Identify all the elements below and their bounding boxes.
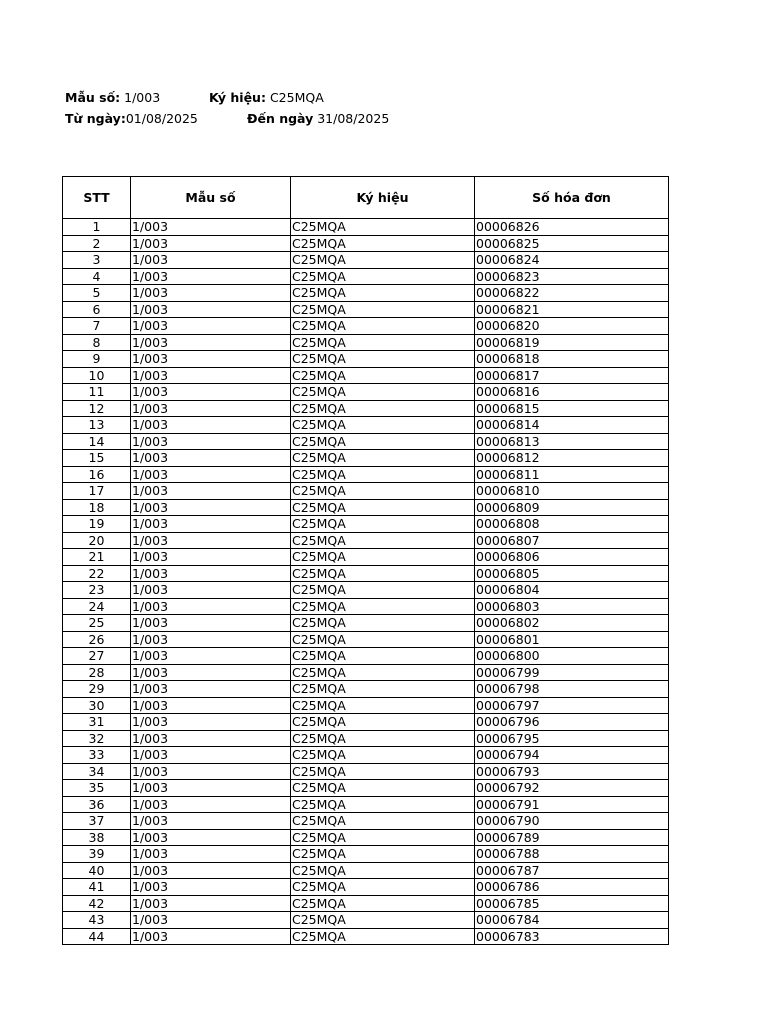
row-mau-so: 1/003 (131, 582, 291, 599)
row-stt: 3 (63, 252, 131, 269)
row-mau-so: 1/003 (131, 235, 291, 252)
row-so-hoa-don: 00006817 (475, 367, 669, 384)
row-stt: 4 (63, 268, 131, 285)
row-mau-so: 1/003 (131, 301, 291, 318)
row-ky-hieu: C25MQA (291, 367, 475, 384)
row-ky-hieu: C25MQA (291, 400, 475, 417)
row-mau-so: 1/003 (131, 433, 291, 450)
row-ky-hieu: C25MQA (291, 384, 475, 401)
table-row (63, 862, 669, 879)
row-mau-so: 1/003 (131, 846, 291, 863)
tu-ngay-field (65, 111, 198, 126)
row-ky-hieu: C25MQA (291, 582, 475, 599)
table-row (63, 384, 669, 401)
tu-ngay-value: 01/08/2025 (125, 111, 198, 126)
row-so-hoa-don: 00006799 (475, 664, 669, 681)
row-mau-so: 1/003 (131, 252, 291, 269)
den-ngay-label: Đến ngày (247, 111, 314, 126)
ky-hieu-value: C25MQA (269, 90, 324, 105)
mau-so-field (65, 90, 160, 105)
row-mau-so: 1/003 (131, 219, 291, 236)
row-mau-so: 1/003 (131, 879, 291, 896)
row-stt: 37 (63, 813, 131, 830)
row-mau-so: 1/003 (131, 928, 291, 945)
den-ngay-value: 31/08/2025 (317, 111, 390, 126)
table-row (63, 466, 669, 483)
row-so-hoa-don: 00006791 (475, 796, 669, 813)
row-ky-hieu: C25MQA (291, 879, 475, 896)
table-row (63, 829, 669, 846)
row-mau-so: 1/003 (131, 895, 291, 912)
row-mau-so: 1/003 (131, 631, 291, 648)
row-ky-hieu: C25MQA (291, 796, 475, 813)
row-so-hoa-don: 00006819 (475, 334, 669, 351)
row-stt: 41 (63, 879, 131, 896)
row-so-hoa-don: 00006805 (475, 565, 669, 582)
row-ky-hieu: C25MQA (291, 829, 475, 846)
row-so-hoa-don: 00006809 (475, 499, 669, 516)
row-stt: 7 (63, 318, 131, 335)
table-row (63, 846, 669, 863)
table-header-row (63, 177, 669, 219)
row-so-hoa-don: 00006826 (475, 219, 669, 236)
table-row (63, 664, 669, 681)
table-row (63, 450, 669, 467)
row-so-hoa-don: 00006785 (475, 895, 669, 912)
row-ky-hieu: C25MQA (291, 747, 475, 764)
row-mau-so: 1/003 (131, 681, 291, 698)
row-so-hoa-don: 00006803 (475, 598, 669, 615)
row-so-hoa-don: 00006797 (475, 697, 669, 714)
row-ky-hieu: C25MQA (291, 252, 475, 269)
row-ky-hieu: C25MQA (291, 780, 475, 797)
row-ky-hieu: C25MQA (291, 417, 475, 434)
row-mau-so: 1/003 (131, 813, 291, 830)
row-mau-so: 1/003 (131, 796, 291, 813)
row-so-hoa-don: 00006822 (475, 285, 669, 302)
ky-hieu-label: Ký hiệu: (209, 90, 266, 105)
table-body (63, 219, 669, 945)
row-ky-hieu: C25MQA (291, 862, 475, 879)
row-mau-so: 1/003 (131, 664, 291, 681)
row-mau-so: 1/003 (131, 780, 291, 797)
row-ky-hieu: C25MQA (291, 846, 475, 863)
row-mau-so: 1/003 (131, 862, 291, 879)
row-ky-hieu: C25MQA (291, 598, 475, 615)
row-stt: 9 (63, 351, 131, 368)
row-mau-so: 1/003 (131, 351, 291, 368)
row-so-hoa-don: 00006792 (475, 780, 669, 797)
row-ky-hieu: C25MQA (291, 285, 475, 302)
row-mau-so: 1/003 (131, 532, 291, 549)
row-so-hoa-don: 00006824 (475, 252, 669, 269)
row-so-hoa-don: 00006810 (475, 483, 669, 500)
table-row (63, 334, 669, 351)
table-row (63, 912, 669, 929)
row-ky-hieu: C25MQA (291, 235, 475, 252)
row-stt: 40 (63, 862, 131, 879)
row-ky-hieu: C25MQA (291, 466, 475, 483)
row-ky-hieu: C25MQA (291, 813, 475, 830)
row-ky-hieu: C25MQA (291, 433, 475, 450)
table-row (63, 648, 669, 665)
row-stt: 5 (63, 285, 131, 302)
row-stt: 35 (63, 780, 131, 797)
row-stt: 17 (63, 483, 131, 500)
row-mau-so: 1/003 (131, 400, 291, 417)
row-mau-so: 1/003 (131, 912, 291, 929)
row-ky-hieu: C25MQA (291, 648, 475, 665)
table-row (63, 400, 669, 417)
row-stt: 27 (63, 648, 131, 665)
table-row (63, 796, 669, 813)
row-so-hoa-don: 00006813 (475, 433, 669, 450)
row-stt: 11 (63, 384, 131, 401)
table-row (63, 697, 669, 714)
row-so-hoa-don: 00006820 (475, 318, 669, 335)
row-ky-hieu: C25MQA (291, 268, 475, 285)
row-ky-hieu: C25MQA (291, 318, 475, 335)
row-mau-so: 1/003 (131, 549, 291, 566)
table-row (63, 235, 669, 252)
row-stt: 44 (63, 928, 131, 945)
row-ky-hieu: C25MQA (291, 450, 475, 467)
row-so-hoa-don: 00006802 (475, 615, 669, 632)
row-so-hoa-don: 00006787 (475, 862, 669, 879)
row-ky-hieu: C25MQA (291, 730, 475, 747)
row-ky-hieu: C25MQA (291, 714, 475, 731)
row-mau-so: 1/003 (131, 516, 291, 533)
row-mau-so: 1/003 (131, 417, 291, 434)
mau-so-value: 1/003 (124, 90, 161, 105)
row-stt: 23 (63, 582, 131, 599)
table-row (63, 483, 669, 500)
column-header-stt: STT (63, 177, 131, 219)
row-ky-hieu: C25MQA (291, 928, 475, 945)
row-mau-so: 1/003 (131, 483, 291, 500)
row-so-hoa-don: 00006825 (475, 235, 669, 252)
row-so-hoa-don: 00006796 (475, 714, 669, 731)
row-stt: 10 (63, 367, 131, 384)
row-so-hoa-don: 00006811 (475, 466, 669, 483)
table-row (63, 318, 669, 335)
row-mau-so: 1/003 (131, 499, 291, 516)
row-stt: 32 (63, 730, 131, 747)
row-stt: 31 (63, 714, 131, 731)
row-stt: 29 (63, 681, 131, 698)
row-mau-so: 1/003 (131, 565, 291, 582)
row-mau-so: 1/003 (131, 697, 291, 714)
row-mau-so: 1/003 (131, 334, 291, 351)
ky-hieu-field (209, 90, 324, 105)
row-so-hoa-don: 00006818 (475, 351, 669, 368)
row-stt: 1 (63, 219, 131, 236)
row-ky-hieu: C25MQA (291, 483, 475, 500)
row-so-hoa-don: 00006821 (475, 301, 669, 318)
row-so-hoa-don: 00006806 (475, 549, 669, 566)
row-mau-so: 1/003 (131, 615, 291, 632)
invoice-table (62, 176, 669, 945)
row-stt: 36 (63, 796, 131, 813)
row-stt: 20 (63, 532, 131, 549)
row-stt: 26 (63, 631, 131, 648)
row-mau-so: 1/003 (131, 384, 291, 401)
row-stt: 25 (63, 615, 131, 632)
row-mau-so: 1/003 (131, 763, 291, 780)
row-so-hoa-don: 00006823 (475, 268, 669, 285)
row-so-hoa-don: 00006801 (475, 631, 669, 648)
table-row (63, 730, 669, 747)
row-so-hoa-don: 00006789 (475, 829, 669, 846)
table-row (63, 582, 669, 599)
row-mau-so: 1/003 (131, 318, 291, 335)
table-row (63, 598, 669, 615)
row-so-hoa-don: 00006783 (475, 928, 669, 945)
row-ky-hieu: C25MQA (291, 351, 475, 368)
row-ky-hieu: C25MQA (291, 615, 475, 632)
den-ngay-field (247, 111, 389, 126)
row-so-hoa-don: 00006807 (475, 532, 669, 549)
row-stt: 24 (63, 598, 131, 615)
mau-so-label: Mẫu số: (65, 90, 121, 105)
row-ky-hieu: C25MQA (291, 516, 475, 533)
row-so-hoa-don: 00006793 (475, 763, 669, 780)
row-so-hoa-don: 00006812 (475, 450, 669, 467)
row-so-hoa-don: 00006816 (475, 384, 669, 401)
table-row (63, 813, 669, 830)
table-row (63, 252, 669, 269)
table-row (63, 499, 669, 516)
row-stt: 15 (63, 450, 131, 467)
row-mau-so: 1/003 (131, 598, 291, 615)
table-row (63, 351, 669, 368)
row-ky-hieu: C25MQA (291, 664, 475, 681)
row-stt: 33 (63, 747, 131, 764)
row-ky-hieu: C25MQA (291, 532, 475, 549)
row-stt: 6 (63, 301, 131, 318)
row-ky-hieu: C25MQA (291, 334, 475, 351)
table-row (63, 301, 669, 318)
tu-ngay-label: Từ ngày: (65, 111, 126, 126)
table-row (63, 516, 669, 533)
table-row (63, 565, 669, 582)
table-row (63, 631, 669, 648)
row-so-hoa-don: 00006790 (475, 813, 669, 830)
table-row (63, 895, 669, 912)
row-ky-hieu: C25MQA (291, 565, 475, 582)
row-ky-hieu: C25MQA (291, 631, 475, 648)
row-ky-hieu: C25MQA (291, 681, 475, 698)
table-row (63, 747, 669, 764)
row-mau-so: 1/003 (131, 466, 291, 483)
row-so-hoa-don: 00006815 (475, 400, 669, 417)
table-row (63, 268, 669, 285)
row-so-hoa-don: 00006786 (475, 879, 669, 896)
table-row (63, 219, 669, 236)
table-row (63, 433, 669, 450)
row-mau-so: 1/003 (131, 450, 291, 467)
row-ky-hieu: C25MQA (291, 499, 475, 516)
row-mau-so: 1/003 (131, 747, 291, 764)
row-stt: 16 (63, 466, 131, 483)
row-mau-so: 1/003 (131, 268, 291, 285)
row-stt: 19 (63, 516, 131, 533)
row-stt: 12 (63, 400, 131, 417)
table-row (63, 780, 669, 797)
row-ky-hieu: C25MQA (291, 219, 475, 236)
table-row (63, 532, 669, 549)
row-so-hoa-don: 00006798 (475, 681, 669, 698)
row-stt: 43 (63, 912, 131, 929)
table-row (63, 417, 669, 434)
row-stt: 28 (63, 664, 131, 681)
table-row (63, 367, 669, 384)
row-so-hoa-don: 00006784 (475, 912, 669, 929)
row-mau-so: 1/003 (131, 829, 291, 846)
row-stt: 2 (63, 235, 131, 252)
row-stt: 18 (63, 499, 131, 516)
row-stt: 21 (63, 549, 131, 566)
row-mau-so: 1/003 (131, 367, 291, 384)
row-ky-hieu: C25MQA (291, 549, 475, 566)
row-so-hoa-don: 00006800 (475, 648, 669, 665)
row-so-hoa-don: 00006788 (475, 846, 669, 863)
row-ky-hieu: C25MQA (291, 301, 475, 318)
row-so-hoa-don: 00006794 (475, 747, 669, 764)
row-stt: 30 (63, 697, 131, 714)
row-mau-so: 1/003 (131, 648, 291, 665)
row-so-hoa-don: 00006814 (475, 417, 669, 434)
column-header-ky-hieu: Ký hiệu (291, 177, 475, 219)
table-row (63, 879, 669, 896)
column-header-mau-so: Mẫu số (131, 177, 291, 219)
table-row (63, 681, 669, 698)
row-stt: 39 (63, 846, 131, 863)
row-mau-so: 1/003 (131, 285, 291, 302)
table-row (63, 763, 669, 780)
row-ky-hieu: C25MQA (291, 697, 475, 714)
row-stt: 42 (63, 895, 131, 912)
row-so-hoa-don: 00006808 (475, 516, 669, 533)
row-ky-hieu: C25MQA (291, 912, 475, 929)
table-row (63, 285, 669, 302)
row-mau-so: 1/003 (131, 714, 291, 731)
row-stt: 13 (63, 417, 131, 434)
table-row (63, 714, 669, 731)
table-row (63, 928, 669, 945)
table-row (63, 549, 669, 566)
row-stt: 38 (63, 829, 131, 846)
row-ky-hieu: C25MQA (291, 763, 475, 780)
row-ky-hieu: C25MQA (291, 895, 475, 912)
row-so-hoa-don: 00006804 (475, 582, 669, 599)
row-stt: 14 (63, 433, 131, 450)
row-mau-so: 1/003 (131, 730, 291, 747)
row-stt: 34 (63, 763, 131, 780)
table-row (63, 615, 669, 632)
column-header-so-hoa-don: Số hóa đơn (475, 177, 669, 219)
row-stt: 22 (63, 565, 131, 582)
row-stt: 8 (63, 334, 131, 351)
row-so-hoa-don: 00006795 (475, 730, 669, 747)
